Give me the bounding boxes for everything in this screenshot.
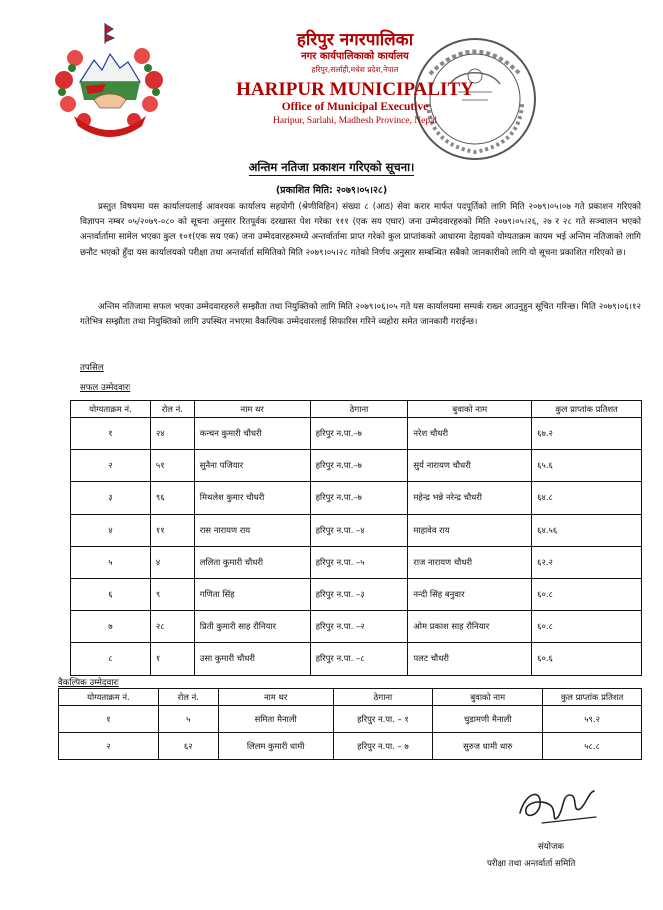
father-cell: नरेश चौधरी xyxy=(408,418,532,450)
col-header-father: बुवाको नाम xyxy=(433,689,543,706)
rank-cell: ८ xyxy=(71,643,151,675)
father-cell: सुर्य नारायण चौधरी xyxy=(408,450,532,482)
percent-cell: ६७.२ xyxy=(532,418,642,450)
roll-cell: ९ xyxy=(150,578,194,610)
table-header-row xyxy=(71,401,642,418)
roll-cell: ६२ xyxy=(158,733,218,760)
office-name-np: नगर कार्यपालिकाको कार्यालय xyxy=(301,51,409,62)
father-cell: माहावेव राय xyxy=(408,514,532,546)
municipality-name-np: हरिपुर नगरपालिका xyxy=(296,30,414,50)
table-row xyxy=(71,578,642,610)
address-cell: हरिपुर न.पा. –८ xyxy=(310,643,408,675)
percent-cell: ६०.८ xyxy=(532,611,642,643)
name-cell: रास नारायण राय xyxy=(194,514,310,546)
col-header-rank: योग्यताक्रम नं. xyxy=(71,401,151,418)
rank-cell: ७ xyxy=(71,611,151,643)
published-date: (प्रकाशित मिति: २०७९।०५।२८) xyxy=(275,185,388,196)
address-cell: हरिपुर न.पा.–७ xyxy=(310,450,408,482)
percent-cell: ५९.२ xyxy=(543,706,642,733)
rank-cell: १ xyxy=(71,418,151,450)
address-cell: हरिपुर न.पा. –२ xyxy=(310,611,408,643)
address-cell: हरिपुर न.पा. – ७ xyxy=(333,733,433,760)
father-cell: राज नारायण चौधरी xyxy=(408,546,532,578)
table-row xyxy=(71,450,642,482)
address-cell: हरिपुर न.पा. – १ xyxy=(333,706,433,733)
father-cell: सुरुज धामी थारु xyxy=(433,733,543,760)
father-cell: महेन्द्र भन्ने नरेन्द्र चौधरी xyxy=(408,482,532,514)
notice-paragraph-1: प्रस्तुत विषयमा यस कार्यालयलाई आवश्यक कार्यालय सहयोगी (श्रेणीविहिन) संख्या ८ (आठ) सेवा करार मार्फत पदपूर्तिको लागि मिति २०७९।०५।०७ गते प्रकाशन गरिएको विज्ञापन नम्बर ०५/२०७९-०८० को सूचना अनुसार रितपूर्वक दरखास्त पेश गरेका १११ (एक सय एघार) जना उम्मेदवारहरुको मिति २०७९।०५।२६, २७ र २८ गते सञ्चालन भएको अन्तर्वार्तामा सामेल भएका कुल १०१(एक सय एक) जना उम्मेदवारहरुमध्ये अन्तर्वार्तामा प्राप्त गरेको कुल प्राप्तांकको आधारमा देहायको योग्यताक्रम कायम भई अन्तिम नतिजाको लागि छनौट भएको हुँदा यस कार्यालयको परीक्षा तथा अन्तर्वार्ता समितिको मिति २०७९।०५।२८ गतेको निर्णय अनुसार सम्बन्धित सबैको जानकारीको लागि यो सूचना प्रकाशित गरिएको छ। xyxy=(80,202,641,258)
roll-cell: ११ xyxy=(150,514,194,546)
col-header-name: नाम थर xyxy=(194,401,310,418)
name-cell: समिता मैनाली xyxy=(218,706,333,733)
percent-cell: ६५.६ xyxy=(532,450,642,482)
table-header-row xyxy=(59,689,642,706)
col-header-roll: रोल नं. xyxy=(150,401,194,418)
tapasil-label: तपसिल xyxy=(80,363,104,373)
table-row xyxy=(71,418,642,450)
rank-cell: २ xyxy=(59,733,159,760)
percent-cell: ६४.५६ xyxy=(532,514,642,546)
name-cell: प्रिती कुमारी साह रौनियार xyxy=(194,611,310,643)
table-row xyxy=(71,514,642,546)
notice-paragraph-2: अन्तिम नतिजामा सफल भएका उम्मेदवारहरुले सम्झौता तथा नियुक्तिको लागि मिति २०७९।०६।०५ गते यस कार्यालयमा सम्पर्क राख्न आउनुहुन सूचित गरिन्छ। मिति २०७९।०६।१२ गतेभित्र सम्झौता तथा नियुक्तिको लागि उपस्थित नभएमा वैकल्पिक उम्मेदवारलाई सिफारिस गरिने व्यहोरा समेत जानकारी गराईन्छ। xyxy=(80,302,641,328)
rank-cell: १ xyxy=(59,706,159,733)
roll-cell: २४ xyxy=(150,418,194,450)
name-cell: गणिता सिंह xyxy=(194,578,310,610)
address-cell: हरिपुर न.पा. –३ xyxy=(310,578,408,610)
table-row xyxy=(71,611,642,643)
rank-cell: २ xyxy=(71,450,151,482)
roll-cell: ५ xyxy=(158,706,218,733)
father-cell: नन्दी सिंह बनुवार xyxy=(408,578,532,610)
successful-candidates-label: सफल उम्मेदवारः xyxy=(80,383,131,393)
father-cell: ओम प्रकाश साह रौनियार xyxy=(408,611,532,643)
address-cell: हरिपुर न.पा. –४ xyxy=(310,514,408,546)
name-cell: लिलम कुमारी धामी xyxy=(218,733,333,760)
signature-icon xyxy=(512,783,602,831)
name-cell: उसा कुमारी चौधरी xyxy=(194,643,310,675)
table-row xyxy=(59,733,642,760)
roll-cell: ४ xyxy=(150,546,194,578)
father-cell: चुडामणी मैनाली xyxy=(433,706,543,733)
name-cell: कन्चन कुमारी चौधरी xyxy=(194,418,310,450)
father-cell: पलट चौधरी xyxy=(408,643,532,675)
address-cell: हरिपुर न.पा.–७ xyxy=(310,418,408,450)
col-header-address: ठेगाना xyxy=(333,689,433,706)
table-row xyxy=(71,482,642,514)
col-header-name: नाम थर xyxy=(218,689,333,706)
percent-cell: ५८.८ xyxy=(543,733,642,760)
letterhead xyxy=(225,30,485,128)
name-cell: मिथलेश कुमार चौधरी xyxy=(194,482,310,514)
rank-cell: ४ xyxy=(71,514,151,546)
alternate-candidates-label: वैकल्पिक उम्मेदवारः xyxy=(58,678,119,688)
col-header-roll: रोल नं. xyxy=(158,689,218,706)
signatory-role: संयोजक xyxy=(538,842,564,852)
signatory-committee: परीक्षा तथा अन्तर्वार्ता समिति xyxy=(487,859,576,869)
col-header-father: बुवाको नाम xyxy=(408,401,532,418)
table-row xyxy=(71,643,642,675)
name-cell: ललिता कुमारी चौधरी xyxy=(194,546,310,578)
office-name-en: Office of Municipal Executive xyxy=(281,101,429,113)
roll-cell: १ xyxy=(150,643,194,675)
rank-cell: ३ xyxy=(71,482,151,514)
rank-cell: ६ xyxy=(71,578,151,610)
notice-title: अन्तिम नतिजा प्रकाशन गरिएको सूचना। xyxy=(248,160,415,174)
col-header-address: ठेगाना xyxy=(310,401,408,418)
percent-cell: ६४.८ xyxy=(532,482,642,514)
col-header-rank: योग्यताक्रम नं. xyxy=(59,689,159,706)
percent-cell: ६०.८ xyxy=(532,578,642,610)
col-header-percent: कुल प्राप्तांक प्रतिशत xyxy=(532,401,642,418)
percent-cell: ६२.२ xyxy=(532,546,642,578)
name-cell: सुनैना पजियार xyxy=(194,450,310,482)
roll-cell: २८ xyxy=(150,611,194,643)
address-cell: हरिपुर न.पा. –५ xyxy=(310,546,408,578)
table-row xyxy=(59,706,642,733)
col-header-percent: कुल प्राप्तांक प्रतिशत xyxy=(543,689,642,706)
table-row xyxy=(71,546,642,578)
address-en: Haripur, Sarlahi, Madhesh Province, Nepal xyxy=(273,116,437,126)
address-cell: हरिपुर न.पा.–७ xyxy=(310,482,408,514)
percent-cell: ६०.६ xyxy=(532,643,642,675)
successful-candidates-table xyxy=(70,400,642,676)
roll-cell: ९६ xyxy=(150,482,194,514)
rank-cell: ५ xyxy=(71,546,151,578)
municipality-name-en: HARIPUR MUNICIPALITY xyxy=(236,79,474,100)
roll-cell: ५१ xyxy=(150,450,194,482)
nepal-government-emblem xyxy=(50,20,170,142)
alternate-candidates-table xyxy=(58,688,642,760)
address-np: हरिपुर,सर्लाही,मधेश प्रदेश,नेपाल xyxy=(311,65,399,74)
